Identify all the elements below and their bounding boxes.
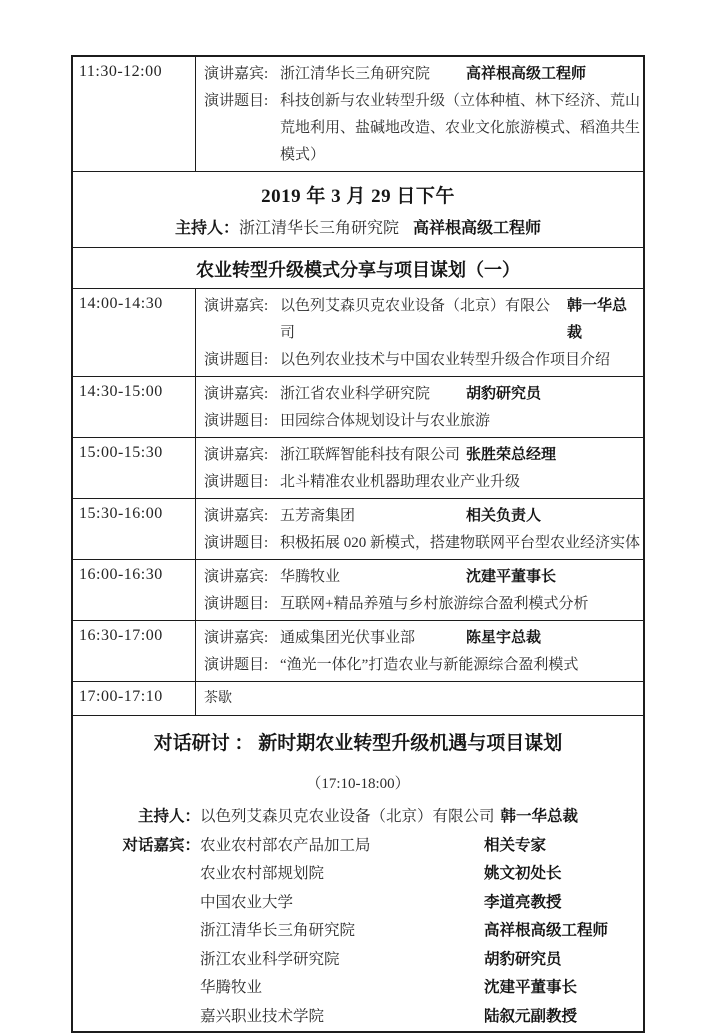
guest-line — [204, 564, 641, 591]
session-row-1500 — [73, 438, 643, 499]
guest-name: 高祥根高级工程师 — [466, 66, 587, 82]
dialogue-host-name: 韩一华总裁 — [500, 808, 579, 825]
dialogue-guests-label: 对话嘉宾： — [122, 836, 200, 854]
guest-line — [204, 625, 641, 652]
dialogue-section — [73, 716, 643, 1031]
dialogue-guest-row — [73, 889, 643, 918]
topic-text: 积极拓展 020 新模式，搭建物联网平台型农业经济实体 — [280, 535, 641, 551]
topic-text: 以色列农业技术与中国农业转型升级合作项目介绍 — [280, 352, 611, 368]
guest-org: 华腾牧业 — [280, 569, 341, 585]
host-org: 浙江清华长三角研究院 — [238, 220, 399, 237]
topic-text: 田园综合体规划设计与农业旅游 — [280, 413, 491, 429]
session-row-1530 — [73, 499, 643, 560]
dialogue-guest-name: 相关专家 — [484, 836, 547, 854]
guest-org: 浙江联辉智能科技有限公司 — [280, 447, 461, 463]
topic-text: 科技创新与农业转型升级（立体种植、林下经济、荒山荒地利用、盐碱地改造、农业文化旅游模式、稻渔共生模式） — [280, 93, 641, 163]
guest-line — [204, 442, 641, 469]
guest-org: 五芳斋集团 — [280, 508, 356, 524]
session-content — [196, 560, 643, 620]
host-name: 高祥根高级工程师 — [413, 220, 542, 237]
dialogue-host-org: 以色列艾森贝克农业设备（北京）有限公司 — [200, 808, 495, 825]
dialogue-guest-row — [73, 860, 643, 889]
dialogue-guest-org: 浙江清华长三角研究院 — [200, 922, 356, 939]
time-cell: 16:00-16:30 — [73, 560, 196, 620]
dialogue-guest-name: 沈建平董事长 — [484, 979, 578, 996]
topic-label: 演讲题目: — [204, 535, 269, 551]
guest-label: 演讲嘉宾: — [204, 447, 269, 463]
topic-line — [204, 408, 641, 435]
topic-line — [204, 530, 641, 557]
session-content — [196, 377, 643, 437]
guest-org: 以色列艾森贝克农业设备（北京）有限公司 — [280, 298, 551, 341]
guest-label: 演讲嘉宾: — [204, 66, 269, 82]
dialogue-guest-org: 浙江农业科学研究院 — [200, 950, 340, 968]
topic-label: 演讲题目: — [204, 93, 269, 109]
topic-label: 演讲题目: — [204, 413, 269, 429]
session-content — [196, 57, 643, 171]
topic-text: “渔光一体化”打造农业与新能源综合盈利模式 — [280, 657, 579, 673]
guest-name: 韩一华总裁 — [567, 298, 628, 341]
dialogue-guest-org: 嘉兴职业技术学院 — [200, 1007, 325, 1025]
topic-line — [204, 347, 641, 374]
topic-text: 互联网+精品养殖与乡村旅游综合盈利模式分析 — [280, 596, 589, 612]
topic-text: 北斗精准农业机器助理农业产业升级 — [280, 474, 521, 490]
dialogue-guest-org: 农业农村部农产品加工局 — [200, 836, 371, 854]
dialogue-title: 对话研讨 ： 新时期农业转型升级机遇与项目谋划 — [153, 733, 563, 754]
dialogue-time-range: （17:10-18:00） — [306, 776, 410, 792]
dialogue-guest-row — [73, 1003, 643, 1032]
afternoon-date-banner — [73, 172, 643, 248]
time-cell: 17:00-17:10 — [73, 682, 196, 715]
dialogue-guest-name: 高祥根高级工程师 — [484, 922, 609, 939]
time-cell: 16:30-17:00 — [73, 621, 196, 681]
dialogue-guest-org: 中国农业大学 — [200, 893, 294, 911]
session-row-1630 — [73, 621, 643, 682]
dialogue-guest-name: 胡豹研究员 — [484, 950, 562, 968]
dialogue-guest-row — [73, 832, 643, 861]
session-content — [196, 621, 643, 681]
time-cell: 15:30-16:00 — [73, 499, 196, 559]
dialogue-body — [73, 803, 643, 1031]
guest-line — [204, 503, 641, 530]
section-title-row — [73, 248, 643, 289]
time-cell: 14:00-14:30 — [73, 289, 196, 376]
agenda-table — [71, 55, 645, 1033]
dialogue-guest-name: 李道亮教授 — [484, 893, 562, 911]
guest-line — [204, 293, 641, 347]
guest-name: 胡豹研究员 — [466, 386, 542, 402]
topic-label: 演讲题目: — [204, 474, 269, 490]
host-label: 主持人： — [174, 220, 239, 237]
guest-name: 相关负责人 — [466, 508, 542, 524]
dialogue-host-label: 主持人： — [137, 808, 200, 825]
tea-break-text: 茶歇 — [204, 691, 232, 706]
topic-label: 演讲题目: — [204, 657, 269, 673]
guest-line — [204, 381, 641, 408]
topic-line — [204, 591, 641, 618]
guest-label: 演讲嘉宾: — [204, 630, 269, 646]
guest-line — [204, 61, 641, 88]
time-cell: 15:00-15:30 — [73, 438, 196, 498]
guest-label: 演讲嘉宾: — [204, 298, 269, 314]
session-row-1130 — [73, 57, 643, 172]
dialogue-guest-row — [73, 974, 643, 1003]
guest-label: 演讲嘉宾: — [204, 508, 269, 524]
guest-org: 浙江清华长三角研究院 — [280, 66, 431, 82]
guest-name: 张胜荣总经理 — [466, 447, 557, 463]
session-content — [196, 289, 643, 376]
session-content — [196, 438, 643, 498]
time-cell: 14:30-15:00 — [73, 377, 196, 437]
dialogue-guest-row — [73, 946, 643, 975]
topic-label: 演讲题目: — [204, 596, 269, 612]
session-content — [196, 499, 643, 559]
tea-break-row — [73, 682, 643, 716]
session-row-1600 — [73, 560, 643, 621]
guest-name: 沈建平董事长 — [466, 569, 557, 585]
guest-label: 演讲嘉宾: — [204, 569, 269, 585]
topic-label: 演讲题目: — [204, 352, 269, 368]
dialogue-guest-row — [73, 917, 643, 946]
afternoon-host-line — [73, 215, 643, 238]
dialogue-guest-name: 姚文初处长 — [484, 865, 562, 882]
topic-line — [204, 469, 641, 496]
topic-line — [204, 88, 641, 169]
guest-label: 演讲嘉宾: — [204, 386, 269, 402]
topic-line — [204, 652, 641, 679]
section-title: 农业转型升级模式分享与项目谋划（一） — [196, 260, 520, 280]
session-row-1430 — [73, 377, 643, 438]
dialogue-host-line — [73, 803, 643, 832]
guest-org: 通威集团光伏事业部 — [280, 630, 416, 646]
guest-name: 陈星宇总裁 — [466, 630, 542, 646]
time-cell: 11:30-12:00 — [73, 57, 196, 171]
dialogue-guest-name: 陆叙元副教授 — [484, 1007, 578, 1025]
dialogue-guest-org: 农业农村部规划院 — [200, 865, 325, 882]
date-title: 2019 年 3 月 29 日下午 — [261, 186, 455, 207]
session-row-1400 — [73, 289, 643, 377]
dialogue-guest-org: 华腾牧业 — [200, 979, 263, 996]
guest-org: 浙江省农业科学研究院 — [280, 386, 431, 402]
